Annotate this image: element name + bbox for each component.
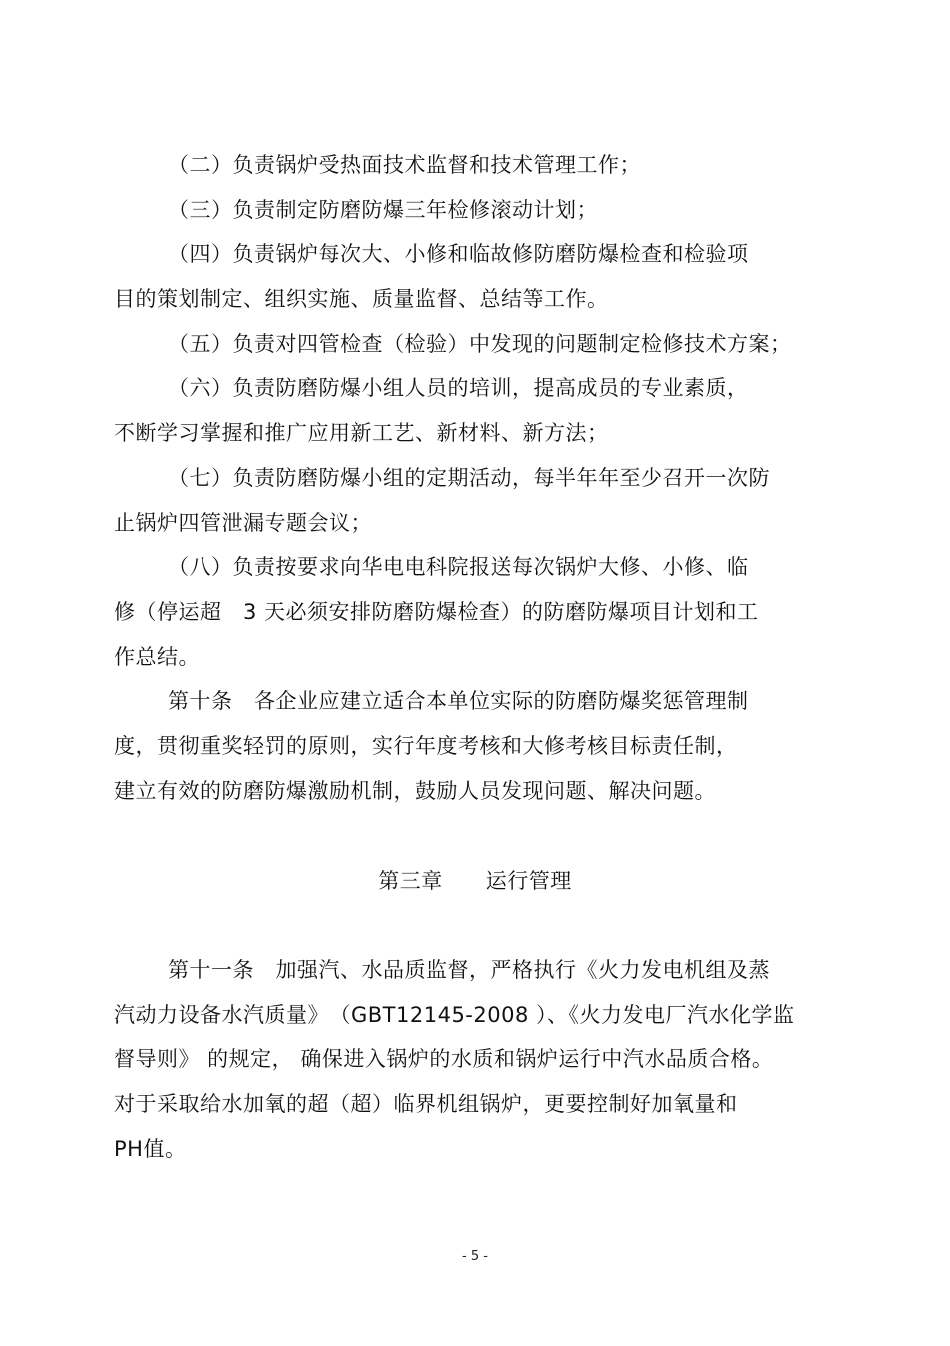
paragraph-line: 止锅炉四管泄漏专题会议； <box>114 511 372 535</box>
paragraph-line: （二）负责锅炉受热面技术监督和技术管理工作； <box>168 153 641 177</box>
page-number: - 5 - <box>462 1249 488 1264</box>
article-line: 第十一条 加强汽、水品质监督，严格执行《火力发电机组及蒸 <box>168 958 770 982</box>
paragraph-line: 修（停运超 3 天必须安排防磨防爆检查）的防磨防爆项目计划和工 <box>114 600 759 624</box>
chapter-heading: 第三章 运行管理 <box>378 869 572 893</box>
paragraph-line: 不断学习掌握和推广应用新工艺、新材料、新方法； <box>114 421 609 445</box>
paragraph-line: （三）负责制定防磨防爆三年检修滚动计划； <box>168 198 598 222</box>
article-line: 汽动力设备水汽质量》 （GBT12145-2008 ）、《火力发电厂汽水化学监 <box>114 1003 795 1027</box>
paragraph-line: 作总结。 <box>114 645 200 669</box>
paragraph-line: （七）负责防磨防爆小组的定期活动，每半年年至少召开一次防 <box>168 466 770 490</box>
paragraph-line: （五）负责对四管检查（检验）中发现的问题制定检修技术方案； <box>168 332 792 356</box>
paragraph-line: （八）负责按要求向华电电科院报送每次锅炉大修、小修、临 <box>168 555 749 579</box>
article-line: 建立有效的防磨防爆激励机制，鼓励人员发现问题、解决问题。 <box>114 779 716 803</box>
paragraph-line: （六）负责防磨防爆小组人员的培训，提高成员的专业素质， <box>168 376 749 400</box>
paragraph-line: 目的策划制定、组织实施、质量监督、总结等工作。 <box>114 287 609 311</box>
article-line: 度，贯彻重奖轻罚的原则，实行年度考核和大修考核目标责任制， <box>114 734 738 758</box>
article-line: PH值。 <box>114 1137 187 1161</box>
article-line: 第十条 各企业应建立适合本单位实际的防磨防爆奖惩管理制 <box>168 689 749 713</box>
article-line: 督导则》 的规定， 确保进入锅炉的水质和锅炉运行中汽水品质合格。 <box>114 1047 774 1071</box>
paragraph-line: （四）负责锅炉每次大、小修和临故修防磨防爆检查和检验项 <box>168 242 749 266</box>
article-line: 对于采取给水加氧的超（超）临界机组锅炉，更要控制好加氧量和 <box>114 1092 738 1116</box>
